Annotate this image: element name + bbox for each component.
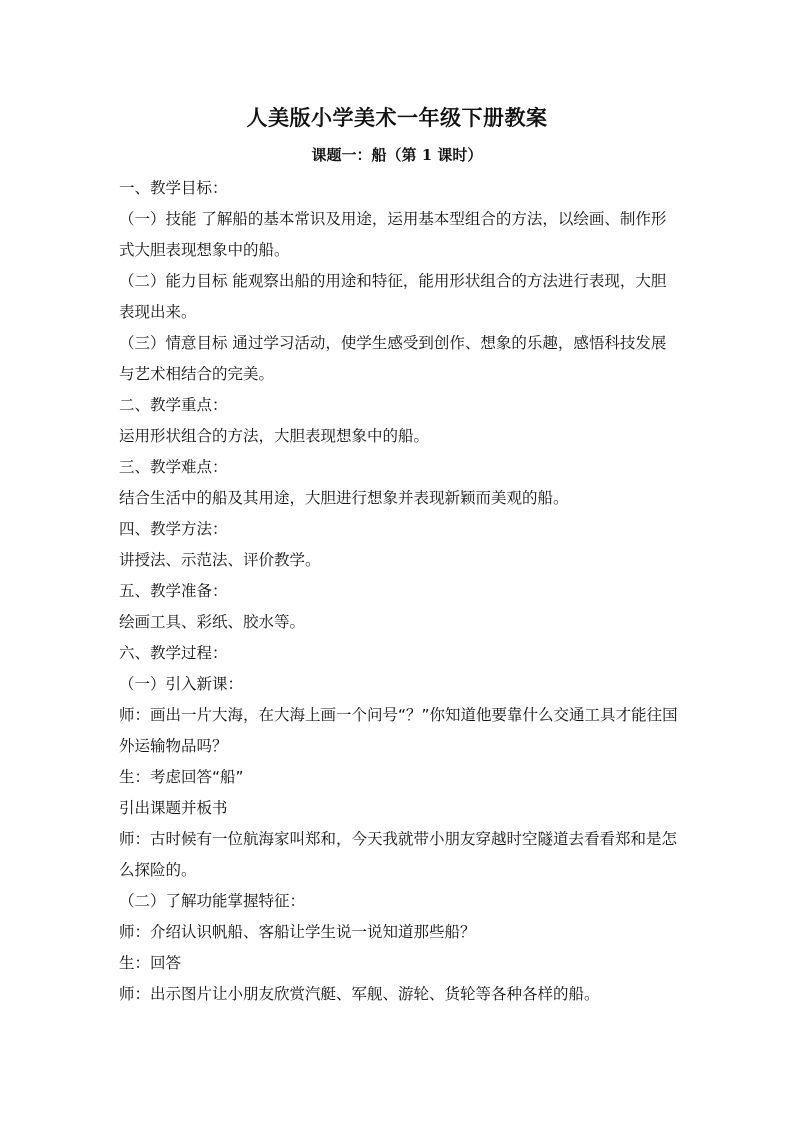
section-heading-objectives: 一、教学目标： [119, 179, 228, 197]
objective-ability: （二）能力目标 能观察出船的用途和特征，能用形状组合的方法进行表现，大胆表现出来。 [119, 272, 667, 321]
document-body [119, 173, 679, 1010]
student-line: 生：考虑回答“船” [119, 768, 244, 786]
objective-skill: （一）技能 了解船的基本常识及用途，运用基本型组合的方法，以绘画、制作形式大胆表现想象中的船。 [119, 210, 667, 259]
teacher-line: 师：介绍认识帆船、客船让学生说一说知道那些船？ [119, 923, 476, 941]
student-line: 生：回答 [119, 954, 182, 972]
section-heading-process: 六、教学过程： [119, 644, 228, 662]
objective-emotion: （三）情意目标 通过学习活动，使学生感受到创作、想象的乐趣，感悟科技发展与艺术相结合的完美。 [119, 334, 667, 383]
key-points-text: 运用形状组合的方法，大胆表现想象中的船。 [119, 427, 430, 445]
preparation-text: 绘画工具、彩纸、胶水等。 [119, 613, 306, 631]
methods-text: 讲授法、示范法、评价教学。 [119, 551, 321, 569]
process-step-introduction: （一）引入新课： [119, 675, 244, 693]
teacher-line: 师：画出一片大海，在大海上画一个问号“？”你知道他要靠什么交通工具才能往国外运输物品吗？ [119, 706, 678, 755]
section-heading-key-points: 二、教学重点： [119, 396, 228, 414]
process-step-features: （二）了解功能掌握特征： [119, 892, 306, 910]
process-note: 引出课题并板书 [119, 799, 228, 817]
section-heading-difficulties: 三、教学难点： [119, 458, 228, 476]
section-heading-methods: 四、教学方法： [119, 520, 228, 538]
teacher-line: 师：古时候有一位航海家叫郑和，今天我就带小朋友穿越时空隧道去看看郑和是怎么探险的。 [119, 830, 678, 879]
lesson-subtitle: 课题一：船（第 1 课时） [311, 146, 483, 164]
teacher-line: 师：出示图片让小朋友欣赏汽艇、军舰、游轮、货轮等各种各样的船。 [119, 985, 600, 1003]
difficulties-text: 结合生活中的船及其用途，大胆进行想象并表现新颖而美观的船。 [119, 489, 569, 507]
section-heading-preparation: 五、教学准备： [119, 582, 228, 600]
document-title: 人美版小学美术一年级下册教案 [246, 105, 548, 130]
